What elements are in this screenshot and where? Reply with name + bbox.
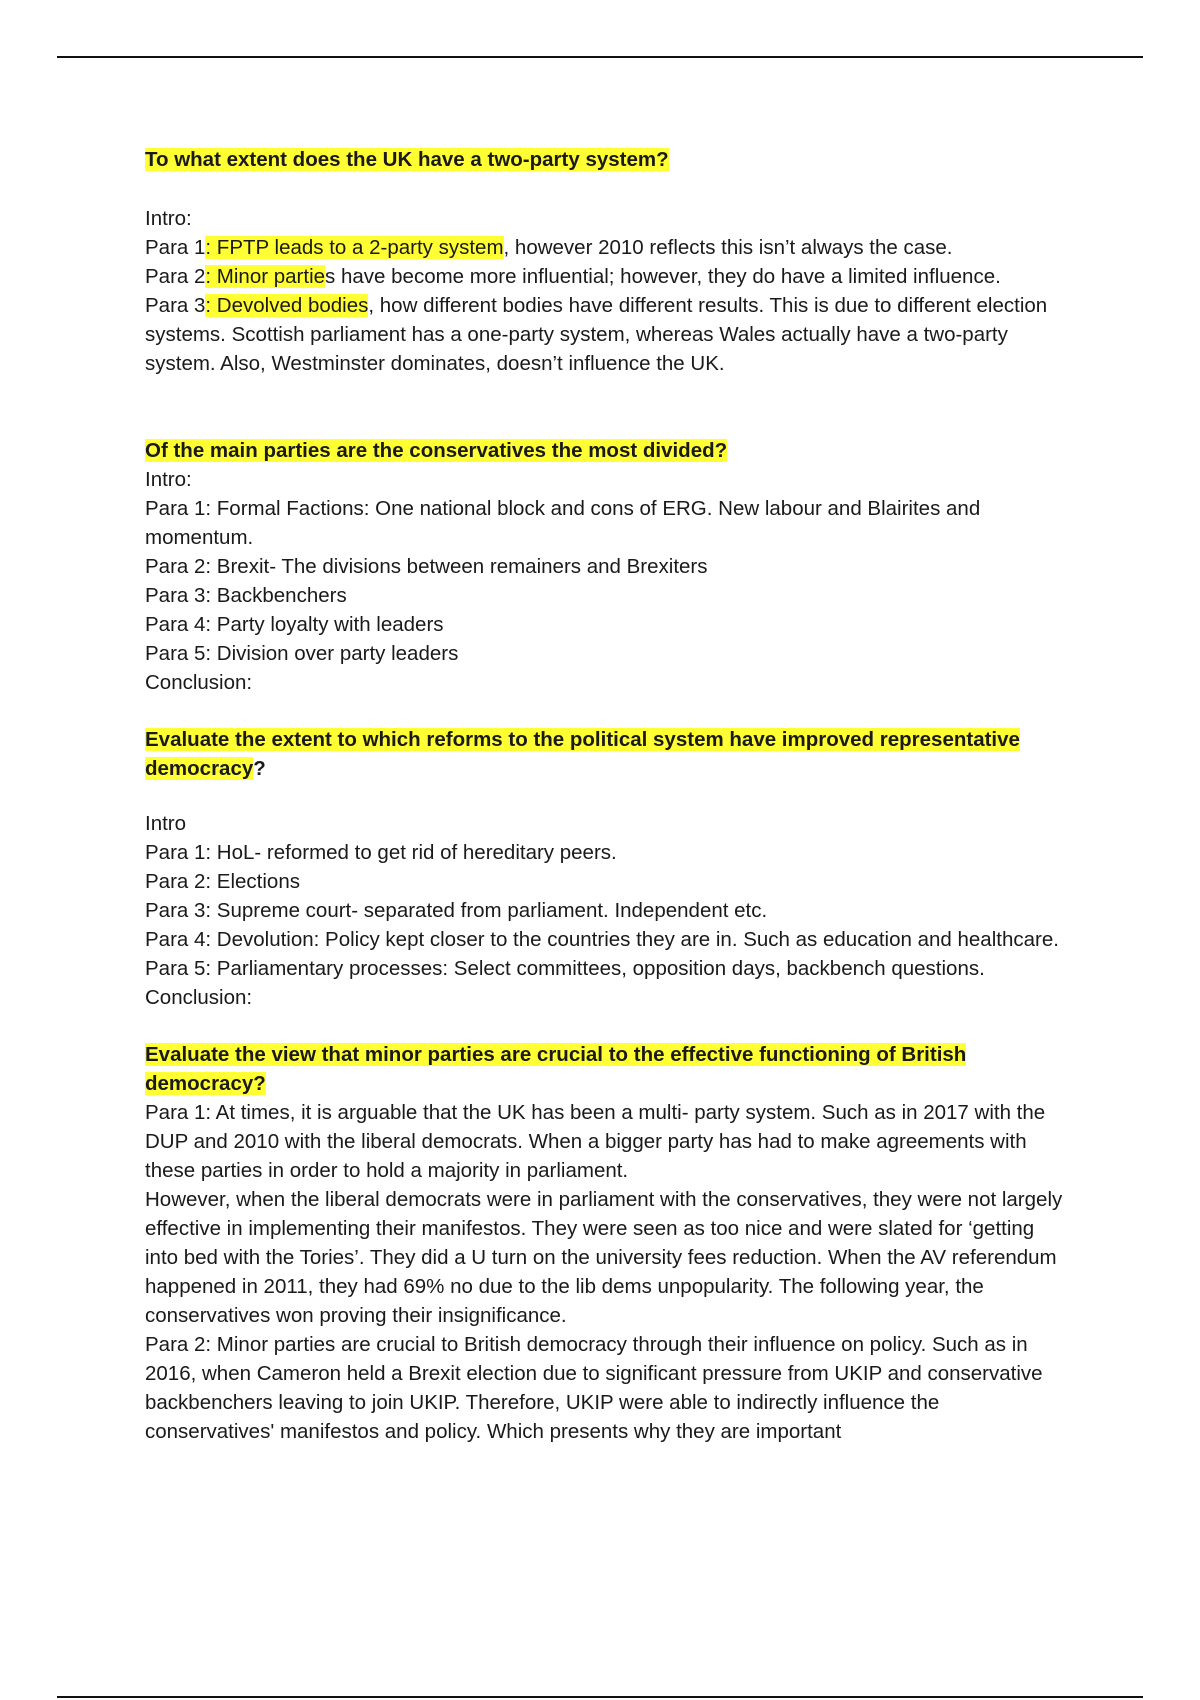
section-2-line: Para 4: Party loyalty with leaders xyxy=(145,613,444,636)
section-1-para-1: Para 1: FPTP leads to a 2-party system, however 2010 reflects this isn’t always the case. xyxy=(145,236,953,259)
section-4-line: Para 1: At times, it is arguable that the UK has been a multi- party system. Such as in 2017 with the DUP and 2010 with the liberal democrats. When a bigger party has had to make agreements with these parties in order to hold a majority in parliament. xyxy=(145,1101,1046,1182)
section-3-line: Intro xyxy=(145,812,187,835)
section-2-heading: Of the main parties are the conservatives the most divided? xyxy=(145,439,728,462)
section-2-line: Conclusion: xyxy=(145,671,253,694)
section-1-heading: To what extent does the UK have a two-party system? xyxy=(145,148,669,171)
section-3-line: Conclusion: xyxy=(145,986,253,1009)
section-1-para-3: Para 3: Devolved bodies, how different bodies have different results. This is due to different election systems. Scottish parliament has a one-party system, whereas Wales actually have a two-party system. Also, Westminster dominates, doesn’t influence the UK. xyxy=(145,294,1048,375)
section-4-heading: Evaluate the view that minor parties are crucial to the effective functioning of British democracy? xyxy=(145,1043,967,1095)
document-body xyxy=(145,145,1065,1446)
top-rule xyxy=(57,56,1143,58)
bottom-rule xyxy=(57,1696,1143,1698)
section-3-line: Para 5: Parliamentary processes: Select committees, opposition days, backbench questions. xyxy=(145,957,985,980)
section-2-line: Intro: xyxy=(145,468,192,491)
section-2-line: Para 3: Backbenchers xyxy=(145,584,347,607)
section-4-line: Para 2: Minor parties are crucial to British democracy through their influence on policy. Such as in 2016, when Cameron held a Brexit election due to significant pressure from UKIP and conservative backbenchers leaving to join UKIP. Therefore, UKIP were able to indirectly influence the conservatives' manifestos and policy. Which presents why they are important xyxy=(145,1333,1043,1443)
section-3-line: Para 4: Devolution: Policy kept closer to the countries they are in. Such as education and healthcare. xyxy=(145,928,1059,951)
section-2-line: Para 1: Formal Factions: One national block and cons of ERG. New labour and Blairites and momentum. xyxy=(145,497,981,549)
section-3-heading: Evaluate the extent to which reforms to the political system have improved representative democracy? xyxy=(145,728,1020,780)
section-2-line: Para 2: Brexit- The divisions between remainers and Brexiters xyxy=(145,555,708,578)
section-3-line: Para 3: Supreme court- separated from parliament. Independent etc. xyxy=(145,899,768,922)
section-1-para-2: Para 2: Minor parties have become more influential; however, they do have a limited influence. xyxy=(145,265,1001,288)
section-2-line: Para 5: Division over party leaders xyxy=(145,642,459,665)
section-4-line: However, when the liberal democrats were in parliament with the conservatives, they were not largely effective in implementing their manifestos. They were seen as too nice and were slated for ‘getting into bed with the Tories’. They did a U turn on the university fees reduction. When the AV referendum happened in 2011, they had 69% no due to the lib dems unpopularity. The following year, the conservatives won proving their insignificance. xyxy=(145,1188,1063,1327)
section-3-line: Para 2: Elections xyxy=(145,870,300,893)
section-1-intro: Intro: xyxy=(145,207,192,230)
section-3-line: Para 1: HoL- reformed to get rid of hereditary peers. xyxy=(145,841,617,864)
